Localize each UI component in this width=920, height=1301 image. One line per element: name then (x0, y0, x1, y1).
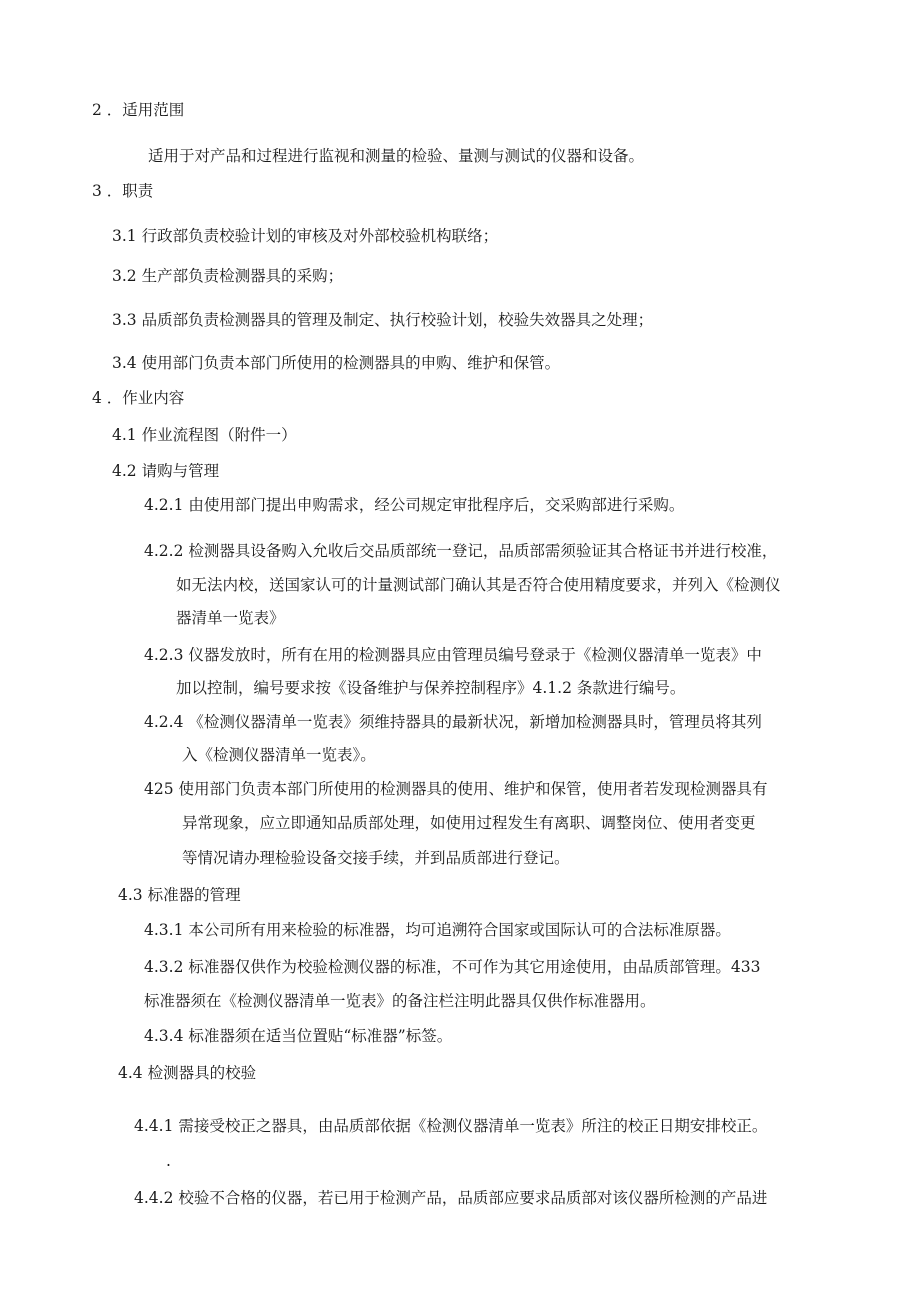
item-4-2-5-line2: 异常现象，应立即通知品质部处理，如使用过程发生有离职、调整岗位、使用者变更 (182, 814, 756, 832)
item-4-4-2: 4.4.2 校验不合格的仪器，若已用于检测产品，品质部应要求品质部对该仪器所检测的产品进 (134, 1189, 768, 1207)
item-4-2-4-line1: 4.2.4 《检测仪器清单一览表》须维持器具的最新状况，新增加检测器具时，管理员将其列 (144, 713, 762, 731)
section-2-title: 2 ．适用范围 (92, 101, 185, 119)
item-4-3: 4.3 标准器的管理 (118, 886, 241, 904)
item-4-2-5-line1: 425 使用部门负责本部门所使用的检测器具的使用、维护和保管，使用者若发现检测器具有 (144, 780, 768, 798)
item-4-3-1: 4.3.1 本公司所有用来检验的标准器，均可追溯符合国家或国际认可的合法标准原器。 (144, 921, 731, 939)
section-4-title: 4 ．作业内容 (92, 389, 185, 407)
item-3-4: 3.4 使用部门负责本部门所使用的检测器具的申购、维护和保管。 (112, 354, 561, 372)
item-4-2-4-line2: 入《检测仪器清单一览表》。 (182, 746, 376, 764)
item-3-2: 3.2 生产部负责检测器具的采购； (112, 267, 344, 285)
item-4-2: 4.2 请购与管理 (112, 462, 220, 480)
item-4-4-1-tail: . (166, 1152, 171, 1170)
item-4-3-4: 4.3.4 标准器须在适当位置贴“标准器”标签。 (144, 1027, 453, 1045)
item-4-2-3-line2: 加以控制，编号要求按《设备维护与保养控制程序》4.1.2 条款进行编号。 (176, 679, 686, 697)
item-4-2-1: 4.2.1 由使用部门提出申购需求，经公司规定审批程序后，交采购部进行采购。 (144, 496, 685, 514)
item-4-2-2-line3: 器清单一览表》 (176, 609, 285, 627)
item-4-4: 4.4 检测器具的校验 (118, 1064, 257, 1082)
item-4-2-5-line3: 等情况请办理检验设备交接手续，并到品质部进行登记。 (182, 849, 570, 867)
item-4-2-2-line2: 如无法内校，送国家认可的计量测试部门确认其是否符合使用精度要求，并列入《检测仪 (176, 576, 781, 594)
item-4-3-2-line2: 标准器须在《检测仪器清单一览表》的备注栏注明此器具仅供作标准器用。 (144, 992, 656, 1010)
item-3-1: 3.1 行政部负责校验计划的审核及对外部校验机构联络； (112, 227, 499, 245)
item-4-2-2-line1: 4.2.2 检测器具设备购入允收后交品质部统一登记，品质部需须验证其合格证书并进行校准， (144, 542, 778, 560)
item-3-3: 3.3 品质部负责检测器具的管理及制定、执行校验计划，校验失效器具之处理； (112, 311, 654, 329)
item-4-3-2-line1: 4.3.2 标准器仅供作为校验检测仪器的标准，不可作为其它用途使用，由品质部管理。433 (144, 958, 761, 976)
section-3-title: 3 ．职责 (92, 182, 154, 200)
item-4-4-1: 4.4.1 需接受校正之器具，由品质部依据《检测仪器清单一览表》所注的校正日期安排校正。 (134, 1117, 768, 1135)
section-2-body: 适用于对产品和过程进行监视和测量的检验、量测与测试的仪器和设备。 (148, 147, 645, 165)
item-4-2-3-line1: 4.2.3 仪器发放时，所有在用的检测器具应由管理员编号登录于《检测仪器清单一览表》中 (144, 646, 762, 664)
item-4-1: 4.1 作业流程图（附件一） (112, 426, 297, 444)
